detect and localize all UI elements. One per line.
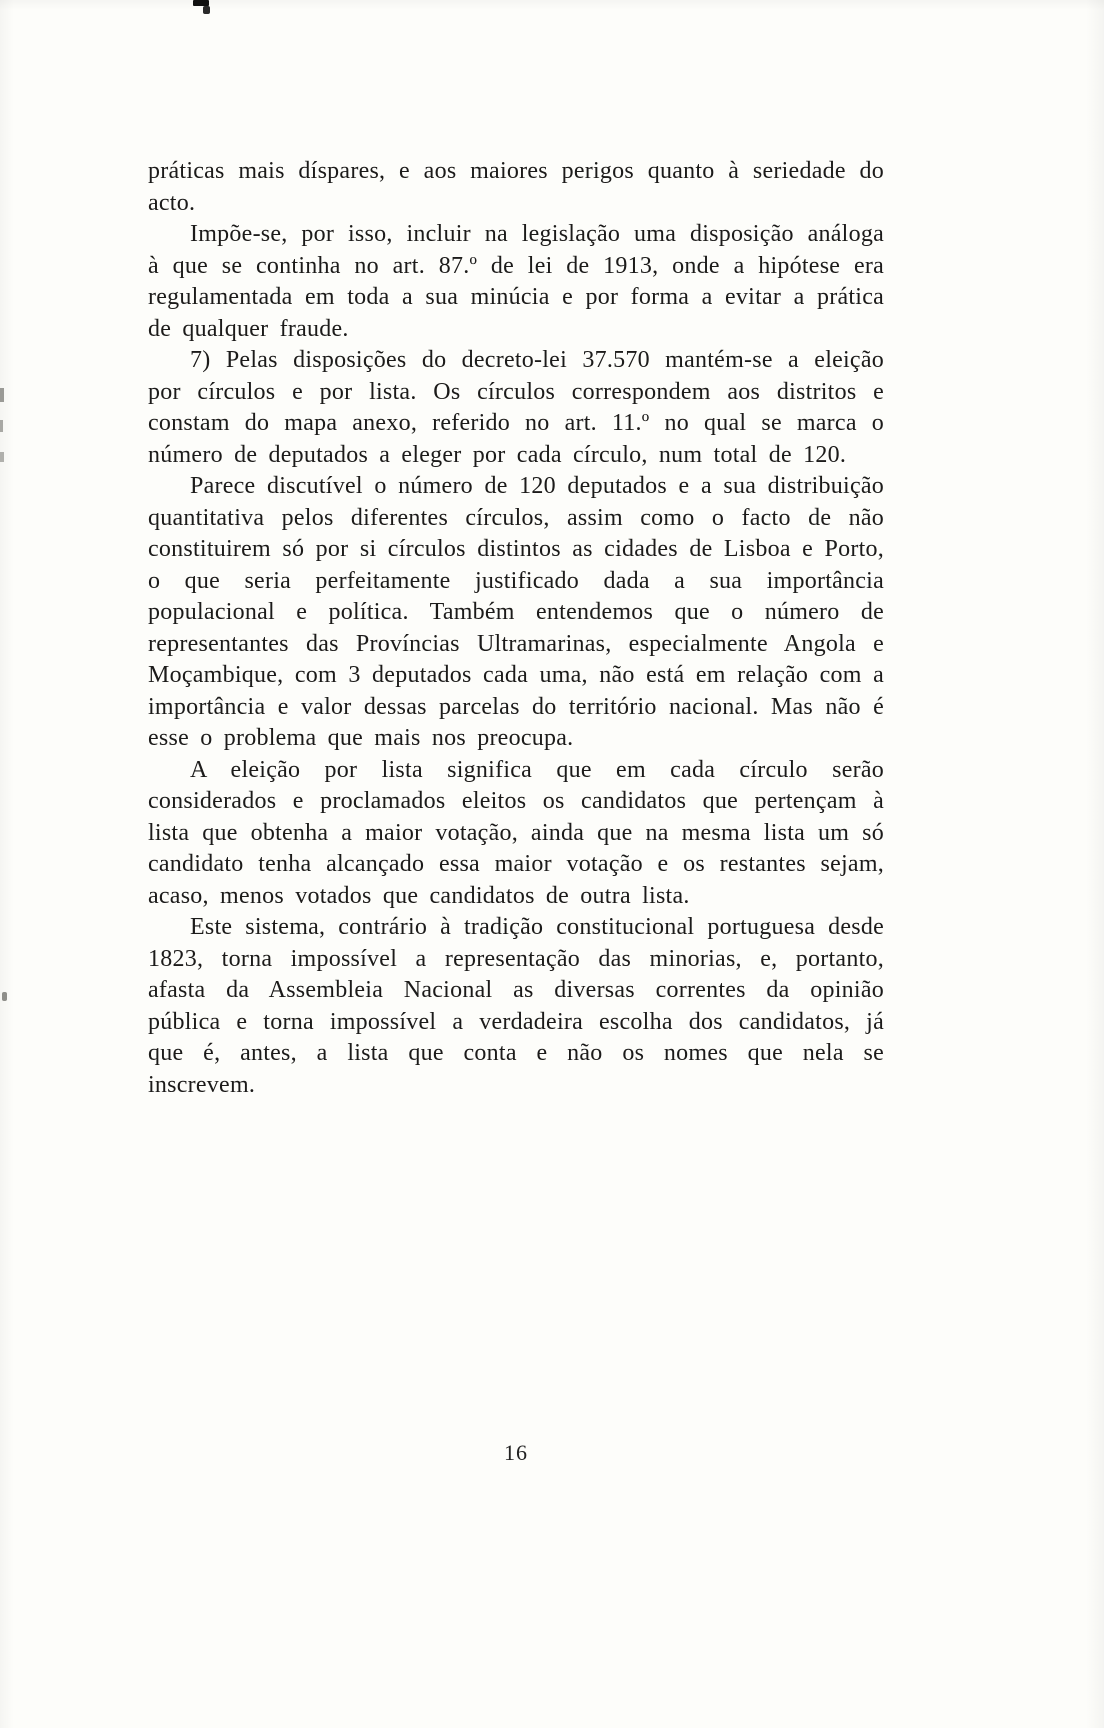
paragraph: A eleição por lista significa que em cada círculo serão considerados e proclamados eleitos os candidatos que pertençam à lista que obtenha a maior votação, ainda que na mesma lista um só candidato tenha alcançado essa maior votação e os restantes sejam, acaso, menos votados que candidatos de outra lista. (148, 756, 884, 909)
body-text (148, 156, 884, 1101)
scan-artifact-left-3 (0, 452, 4, 462)
page-number: 16 (504, 1440, 528, 1465)
paragraph-continuation: práticas mais díspares, e aos maiores perigos quanto à seriedade do acto. (148, 158, 884, 216)
paragraph: Impõe-se, por isso, incluir na legislação uma disposição análoga à que se continha no art. 87.º de lei de 1913, onde a hipótese era regulamentada em toda a sua minúcia e por forma a evitar a prática de qualquer fraude. (148, 221, 884, 342)
scan-artifact-left-1 (0, 388, 4, 402)
paragraph: 7) Pelas disposições do decreto-lei 37.570 mantém-se a eleição por círculos e por lista. Os círculos correspondem aos distritos e constam do mapa anexo, referido no art. 11.º no qual se marca o número de deputados a eleger por cada círculo, num total de 120. (148, 347, 884, 468)
scan-artifact-top-small (203, 6, 210, 14)
paragraph: Parece discutível o número de 120 deputados e a sua distribuição quantitativa pelos diferentes círculos, assim como o facto de não constituirem só por si círculos distintos as cidades de Lisboa e Porto, o que seria perfeitamente justificado dada a sua importância populacional e política. Também entendemos que o número de representantes das Províncias Ultramarinas, especialmente Angola e Moçambique, com 3 deputados cada uma, não está em relação com a importância e valor dessas parcelas do território nacional. Mas não é esse o problema que mais nos preocupa. (148, 473, 884, 751)
scan-artifact-left-2 (0, 420, 3, 432)
scan-artifact-left-4 (2, 992, 7, 1001)
paragraph: Este sistema, contrário à tradição constitucional portuguesa desde 1823, torna impossível a representação das minorias, e, portanto, afasta da Assembleia Nacional as diversas correntes da opinião pública e torna impossível a verdadeira escolha dos candidatos, já que é, antes, a lista que conta e não os nomes que nela se inscrevem. (148, 914, 884, 1098)
